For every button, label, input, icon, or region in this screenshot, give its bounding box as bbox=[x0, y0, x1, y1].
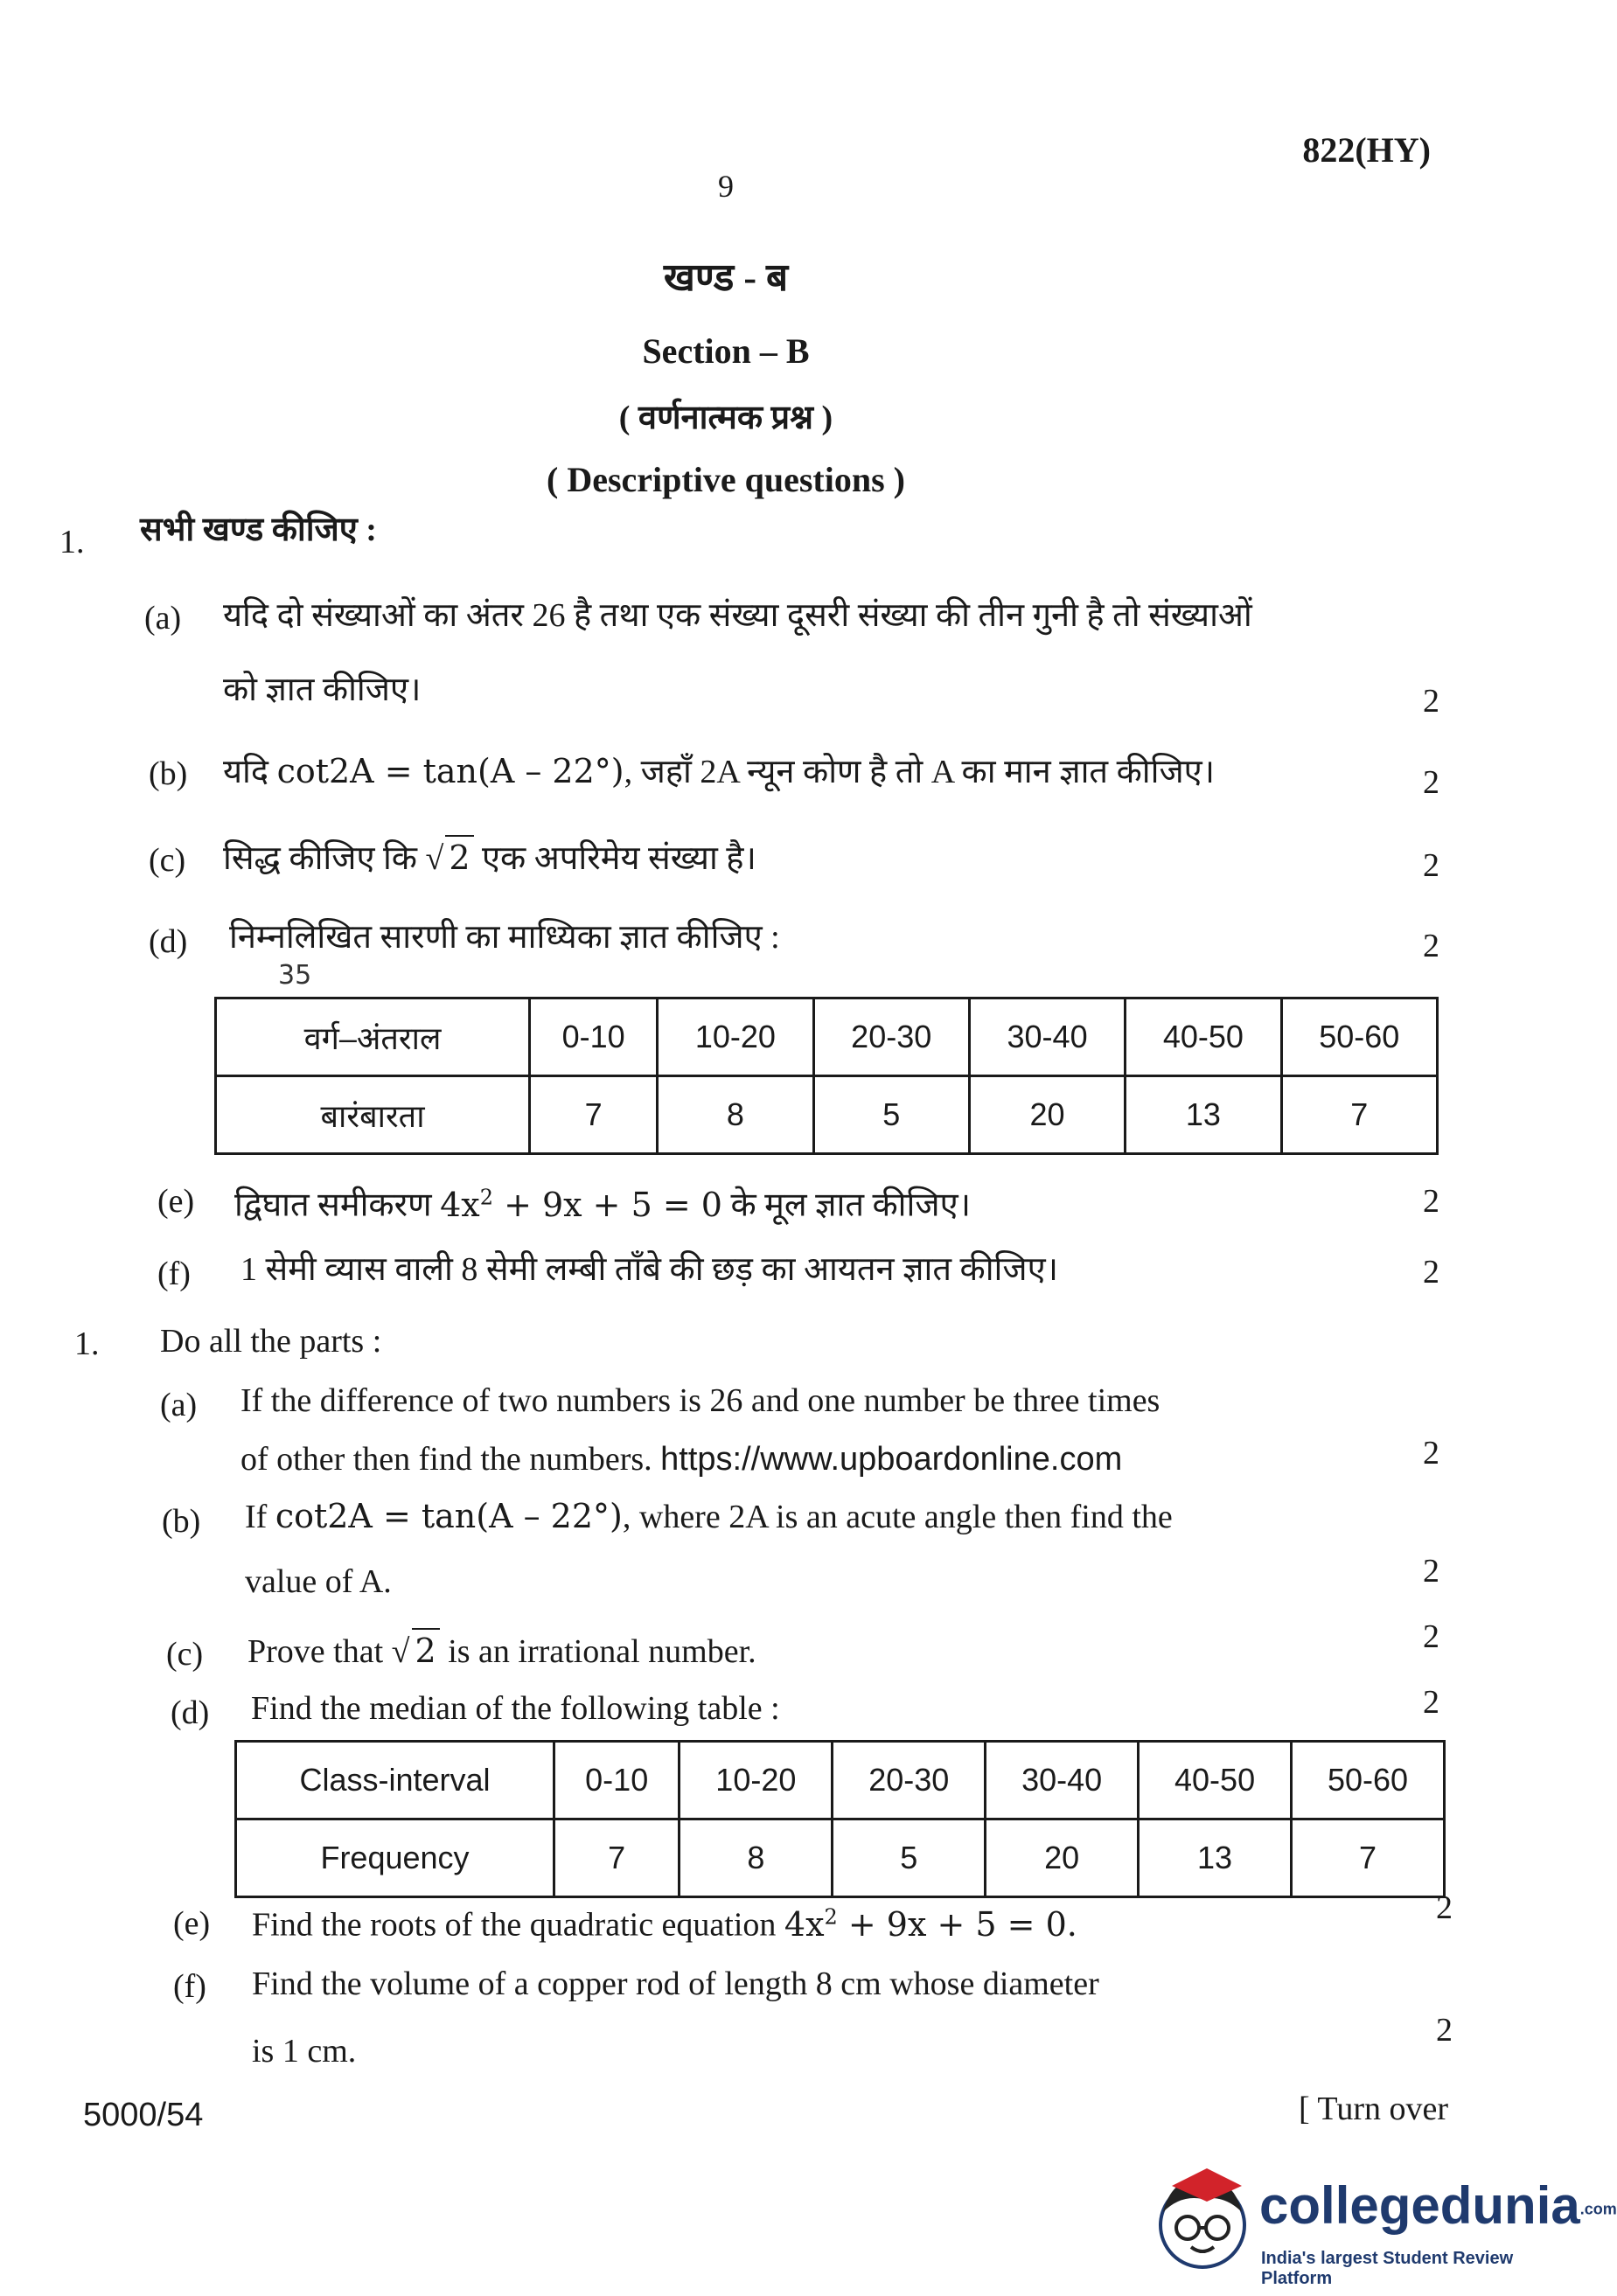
hindi-a-line2: को ज्ञात कीजिए। bbox=[223, 671, 422, 708]
logo-wordmark bbox=[1259, 2175, 1617, 2236]
table-cell: 30-40 bbox=[986, 1742, 1139, 1819]
table-cell: 7 bbox=[530, 1076, 658, 1154]
hindi-c-root: 2 bbox=[445, 835, 473, 879]
english-e-math bbox=[784, 1905, 1077, 1944]
hindi-b-math: cot2A = tan(A – 22°) bbox=[276, 752, 624, 790]
english-instruction: Do all the parts : bbox=[160, 1323, 382, 1360]
hindi-b-marks: 2 bbox=[1423, 764, 1439, 801]
english-d-label: (d) bbox=[171, 1694, 210, 1731]
table-cell: 0-10 bbox=[554, 1742, 680, 1819]
table-cell: 20-30 bbox=[813, 998, 969, 1076]
english-b-post: , where 2A is an acute angle then find the bbox=[622, 1499, 1173, 1535]
hindi-a-line1: यदि दो संख्याओं का अंतर 26 है तथा एक संख्या दूसरी संख्या की तीन गुनी है तो संख्याओं bbox=[223, 597, 1252, 634]
english-c-text: Prove that √ 2 is an irrational number. bbox=[247, 1628, 756, 1673]
hindi-f-marks: 2 bbox=[1423, 1254, 1439, 1291]
table-cell: 10-20 bbox=[658, 998, 813, 1076]
hindi-e-pre: द्विघात समीकरण bbox=[234, 1186, 432, 1224]
table-cell: 8 bbox=[680, 1819, 833, 1897]
english-a-label: (a) bbox=[160, 1387, 198, 1423]
turn-over: [ Turn over bbox=[1298, 2091, 1448, 2127]
table-row bbox=[216, 998, 1438, 1076]
table-cell: 13 bbox=[1126, 1076, 1281, 1154]
hindi-e-text bbox=[234, 1176, 971, 1227]
hindi-f-text: 1 सेमी व्यास वाली 8 सेमी लम्बी ताँबे की छड़ का आयतन ज्ञात कीजिए। bbox=[240, 1251, 1058, 1288]
english-e-pre: Find the roots of the quadratic equation bbox=[252, 1906, 777, 1944]
english-question-number: 1. bbox=[74, 1325, 100, 1362]
table-row-header: Frequency bbox=[236, 1819, 554, 1897]
english-a-line1: If the difference of two numbers is 26 and one number be three times bbox=[240, 1382, 1160, 1419]
hindi-b-text bbox=[223, 750, 1215, 793]
table-cell: 50-60 bbox=[1281, 998, 1437, 1076]
hindi-d-marks: 2 bbox=[1423, 928, 1439, 964]
english-e-math-b: + 9x + 5 = 0. bbox=[837, 1904, 1077, 1944]
table-row bbox=[236, 1742, 1445, 1819]
english-d-text: Find the median of the following table : bbox=[251, 1690, 780, 1727]
hindi-e-label: (e) bbox=[157, 1183, 195, 1220]
english-b-text bbox=[245, 1495, 1173, 1538]
hindi-e-math-b: + 9x + 5 = 0 bbox=[493, 1185, 722, 1224]
logo-tagline: India's largest Student Review Platform bbox=[1261, 2249, 1514, 2288]
english-c-pre: Prove that bbox=[247, 1633, 384, 1670]
table-cell: 30-40 bbox=[969, 998, 1125, 1076]
table-row bbox=[236, 1819, 1445, 1897]
hindi-e-math bbox=[440, 1186, 722, 1224]
english-e-math-a: 4x bbox=[784, 1904, 825, 1944]
english-d-marks: 2 bbox=[1423, 1684, 1439, 1721]
hindi-b-pre: यदि bbox=[223, 754, 269, 790]
table-row-header: बारंबारता bbox=[216, 1076, 530, 1154]
table-cell: 20-30 bbox=[833, 1742, 986, 1819]
hindi-c-pre: सिद्ध कीजिए कि bbox=[223, 840, 417, 877]
table-cell: 7 bbox=[1281, 1076, 1437, 1154]
english-f-label: (f) bbox=[173, 1968, 206, 2005]
english-e-text bbox=[252, 1896, 1077, 1946]
hindi-e-math-a: 4x bbox=[440, 1185, 480, 1224]
hindi-e-sup: 2 bbox=[479, 1185, 493, 1209]
hindi-d-text: निम्नलिखित सारणी का माध्यिका ज्ञात कीजिए : bbox=[229, 919, 780, 956]
english-f-line1: Find the volume of a copper rod of length 8 cm whose diameter bbox=[252, 1966, 1099, 2002]
english-f-marks: 2 bbox=[1436, 2012, 1453, 2049]
table-cell: 20 bbox=[969, 1076, 1125, 1154]
hindi-e-marks: 2 bbox=[1423, 1183, 1439, 1220]
english-b-label: (b) bbox=[162, 1503, 201, 1540]
hindi-e-post: के मूल ज्ञात कीजिए। bbox=[730, 1186, 971, 1224]
english-b-pre: If bbox=[245, 1499, 268, 1535]
table-cell: 20 bbox=[986, 1819, 1139, 1897]
table-cell: 5 bbox=[833, 1819, 986, 1897]
english-a-line2 bbox=[240, 1438, 1122, 1480]
hindi-b-label: (b) bbox=[149, 755, 188, 792]
page-number: 9 bbox=[718, 169, 734, 204]
english-b-line2: value of A. bbox=[245, 1563, 392, 1600]
hindi-frequency-table bbox=[214, 997, 1439, 1155]
source-url: https://www.upboardonline.com bbox=[660, 1441, 1123, 1478]
english-c-post: is an irrational number. bbox=[448, 1633, 756, 1670]
english-a-marks: 2 bbox=[1423, 1435, 1439, 1472]
hindi-c-label: (c) bbox=[149, 842, 186, 879]
english-frequency-table bbox=[234, 1740, 1446, 1898]
english-c-label: (c) bbox=[166, 1636, 204, 1673]
table-row bbox=[216, 1076, 1438, 1154]
handwritten-annotation: 35 bbox=[278, 960, 312, 991]
descriptive-hindi: ( वर्णनात्मक प्रश्न ) bbox=[618, 400, 833, 436]
english-e-marks: 2 bbox=[1436, 1889, 1453, 1926]
table-cell: 8 bbox=[658, 1076, 813, 1154]
table-cell: 5 bbox=[813, 1076, 969, 1154]
english-c-marks: 2 bbox=[1423, 1618, 1439, 1655]
section-title-english: Section – B bbox=[642, 331, 810, 371]
table-row-header: वर्ग–अंतराल bbox=[216, 998, 530, 1076]
hindi-instruction: सभी खण्ड कीजिए : bbox=[140, 511, 377, 548]
hindi-c-post: एक अपरिमेय संख्या है। bbox=[482, 840, 756, 877]
hindi-question-number: 1. bbox=[59, 524, 85, 560]
table-cell: 7 bbox=[554, 1819, 680, 1897]
hindi-f-label: (f) bbox=[157, 1256, 191, 1292]
english-e-label: (e) bbox=[173, 1905, 211, 1942]
hindi-b-post: , जहाँ 2A न्यून कोण है तो A का मान ज्ञात कीजिए। bbox=[624, 754, 1216, 790]
table-cell: 40-50 bbox=[1126, 998, 1281, 1076]
table-cell: 0-10 bbox=[530, 998, 658, 1076]
logo-suffix: .com bbox=[1579, 2200, 1617, 2218]
hindi-a-marks: 2 bbox=[1423, 683, 1439, 720]
descriptive-english: ( Descriptive questions ) bbox=[547, 460, 905, 499]
english-b-math: cot2A = tan(A – 22°) bbox=[275, 1497, 623, 1535]
hindi-c-marks: 2 bbox=[1423, 847, 1439, 884]
english-a-text: of other then find the numbers. bbox=[240, 1441, 652, 1478]
english-f-line2: is 1 cm. bbox=[252, 2033, 357, 2070]
logo-name: collegedunia bbox=[1259, 2176, 1580, 2235]
table-cell: 13 bbox=[1139, 1819, 1292, 1897]
english-b-marks: 2 bbox=[1423, 1553, 1439, 1590]
paper-serial: 5000/54 bbox=[83, 2097, 204, 2133]
hindi-d-label: (d) bbox=[149, 923, 188, 960]
table-row-header: Class-interval bbox=[236, 1742, 554, 1819]
section-title-hindi: खण्ड - ब bbox=[663, 256, 789, 299]
hindi-c-text: सिद्ध कीजिए कि √ 2 एक अपरिमेय संख्या है। bbox=[223, 835, 756, 880]
table-cell: 40-50 bbox=[1139, 1742, 1292, 1819]
english-e-sup: 2 bbox=[824, 1904, 838, 1929]
hindi-a-label: (a) bbox=[144, 600, 182, 637]
table-cell: 50-60 bbox=[1292, 1742, 1445, 1819]
table-cell: 10-20 bbox=[680, 1742, 833, 1819]
mascot-logo-icon bbox=[1146, 2160, 1259, 2282]
english-c-root: 2 bbox=[412, 1628, 440, 1672]
table-cell: 7 bbox=[1292, 1819, 1445, 1897]
paper-code: 822(HY) bbox=[1302, 130, 1431, 170]
